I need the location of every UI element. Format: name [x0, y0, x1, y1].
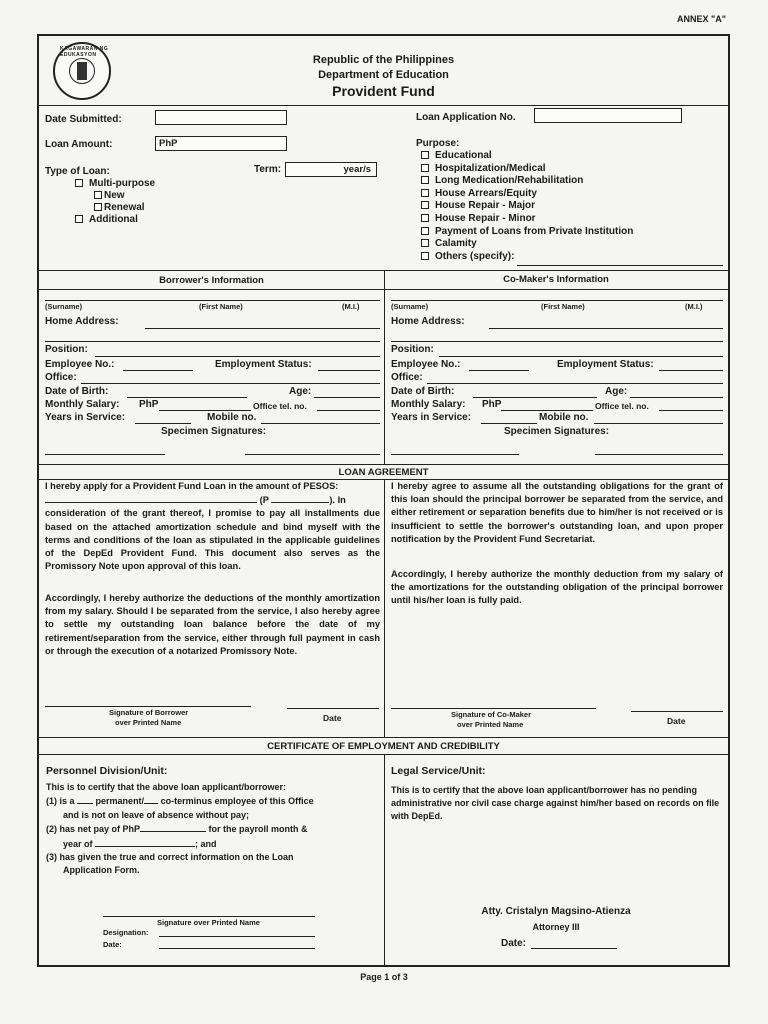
loan-type-multipurpose[interactable]: Multi-purpose — [75, 178, 155, 191]
name-line[interactable] — [45, 300, 380, 301]
checkbox-icon[interactable] — [94, 191, 102, 199]
page-footer: Page 1 of 3 — [360, 972, 408, 982]
header-title: Provident Fund — [332, 83, 435, 99]
header-department: Department of Education — [318, 69, 449, 81]
specimen-sig-1[interactable] — [45, 454, 165, 455]
certificate-title: CERTIFICATE OF EMPLOYMENT AND CREDIBILITY — [267, 741, 500, 752]
personnel-certification: This is to certify that the above loan applicant/borrower: (1) is a permanent/ co-terminus employee of this Office and is not on leave of absence without pay; (2) has net pay of PhP for the payroll month & year of ; and (3) has given the true and correct information on the Loan Application Form. — [46, 782, 314, 876]
date-submitted-field[interactable] — [155, 110, 287, 125]
agreement-right-p1: I hereby agree to assume all the outstanding obligations for the grant of this loan should the principal borrower be separated from the service, and either retirement or separation benefits due to him/her is not received or is insufficient to settle the borrower's outstanding loan, and upon proper notification by the Provident Fund Secretariat. — [391, 481, 723, 544]
comaker-date-line[interactable] — [631, 711, 723, 712]
checkbox-icon[interactable] — [75, 179, 83, 187]
checkbox-icon[interactable] — [421, 151, 429, 159]
purpose-hospitalization[interactable]: Hospitalization/Medical — [421, 163, 633, 176]
home-address-line[interactable] — [145, 328, 380, 329]
purpose-house-arrears[interactable]: House Arrears/Equity — [421, 188, 633, 201]
term-unit: year/s — [343, 164, 371, 175]
others-specify-line[interactable] — [517, 265, 723, 266]
borrower-signature-line[interactable] — [45, 706, 251, 707]
attorney-name: Atty. Cristalyn Magsino-Atienza — [481, 906, 631, 917]
checkbox-icon[interactable] — [421, 176, 429, 184]
purpose-list — [421, 150, 633, 263]
personnel-division-heading: Personnel Division/Unit: — [46, 765, 168, 777]
agreement-right-p2: Accordingly, I hereby authorize the monthly deduction from my salary of the amortizations for the outstanding obligation of the principal borrower until his/her loan is fully paid. — [391, 569, 723, 606]
checkbox-icon[interactable] — [421, 189, 429, 197]
checkbox-icon[interactable] — [421, 239, 429, 247]
personnel-date-line[interactable] — [159, 948, 315, 949]
legal-certification: This is to certify that the above loan applicant/borrower has no pending administrative nor civil case charge against him/her based on records on file with DepEd. — [391, 785, 720, 822]
personnel-signature-line[interactable] — [103, 916, 315, 917]
loan-agreement-title: LOAN AGREEMENT — [338, 467, 429, 478]
borrower-date-line[interactable] — [287, 708, 379, 709]
header-republic: Republic of the Philippines — [312, 54, 455, 66]
info-divider — [384, 270, 385, 465]
form-header — [39, 36, 728, 106]
date-submitted-label: Date Submitted: — [45, 114, 122, 125]
checkbox-icon[interactable] — [421, 252, 429, 260]
attorney-date-line[interactable] — [531, 948, 617, 949]
form-frame: KAGAWARAN NG EDUKASYON Republic of the Philippines Department of Education Provident Fund Date Submitted: Loan Application No. Loan Amount: PhP Type of Loan: Term: year/s Multi-purpose New Renewal Additional Purpose: Educational Hospitalization/Medical Long Medication/Rehabilitation House Arrears/Equity House Repair - Major House Repair - Minor Payment of Loans from Private Institution Calamity Others (specify): Borrower's Information Co-Maker's Information (Surname) (First Name) (M.I.) Home Address: Position: Employee No.: Employment Status: Office: Date of Birth: Age: Monthly Salary: PhP Office tel. no. Years in Service: Mobile no. Specimen Signatures: (Surname) (First Name) (M.I.) Home Address: Position: Employee No.: Employment Status: Office: Date of Birth: Age: Monthly Salary: PhP Office tel. no. Years in Service: Mobile no. Specimen Signatures: LOAN AGREEMENT I hereby apply for a Provident Fund Loan in the amount of PESOS: (P ). In consideration of the grant thereof, I promise to pay all installments due based on the attached amortization schedule and bind myself with the terms and conditions of the loan as stipulated in the applicable guidelines of the DepEd Provident Fund. This document also serves as the Promissory Note upon approval of this loan. Accordingly, I hereby authorize the deductions of the monthly amortization from my salary. Should I be separated from the service, I also hereby agree to settle my outstanding loan balance before the date of my retirement/separation from the service, either through full payment in cash or through the execution of a notarized Promissory Note. I hereby agree to assume all the outstanding obligations for the grant of this loan should the principal borrower be separated from the service, and either retirement or separation benefits due to him/her is not received or is insufficient to settle the borrower's outstanding loan, and upon proper notification by the Provident Fund Secretariat. Accordingly, I hereby authorize the monthly deduction from my salary of the amortizations for the outstanding obligation of the principal borrower until his/her loan is fully paid. Signature of Borrower over Printed Name Date Signature of Co-Maker over Printed Name Date CERTIFICATE OF EMPLOYMENT AND CREDIBILITY Personnel Division/Unit: This is to certify that the above loan applicant/borrower: (1) is a permanent/ co-terminus employee of this Office and is not on leave of absence without pay; (2) has net pay of PhP for the payroll month & year of ; and (3) has given the true and correct information on the Loan Application Form. Signature over Printed Name Designation: Date: Legal Service/Unit: This is to certify that the above loan applicant/borrower has no pending administrative nor civil case charge against him/her based on records on file with DepEd. Atty. Cristalyn Magsino-Atienza Attorney III Date: — [37, 34, 730, 967]
term-label: Term: — [254, 164, 282, 175]
loan-type-renewal[interactable]: Renewal — [94, 202, 145, 215]
checkbox-icon[interactable] — [421, 201, 429, 209]
loan-app-no-label: Loan Application No. — [416, 112, 516, 123]
checkbox-icon[interactable] — [421, 227, 429, 235]
purpose-payment-of-loans[interactable]: Payment of Loans from Private Institution — [421, 226, 633, 239]
loan-type-additional[interactable]: Additional — [75, 214, 138, 227]
borrower-info-title: Borrower's Information — [159, 275, 264, 286]
loan-amount-field[interactable] — [155, 136, 287, 151]
legal-service-heading: Legal Service/Unit: — [391, 765, 486, 777]
comaker-signature-line[interactable] — [391, 708, 596, 709]
agreement-left-p1: I hereby apply for a Provident Fund Loan in the amount of PESOS: (P ). In consideration of the grant thereof, I promise to pay all installments due based on the attached amortization schedule and bind myself with the terms and conditions of the loan as stipulated in the applicable guidelines of the DepEd Provident Fund. This document also serves as the Promissory Note upon approval of this loan. — [45, 481, 380, 572]
checkbox-icon[interactable] — [94, 203, 102, 211]
purpose-others[interactable]: Others (specify): — [421, 251, 633, 264]
attorney-date-label: Date: — [501, 938, 527, 949]
purpose-house-repair-minor[interactable]: House Repair - Minor — [421, 213, 633, 226]
specimen-sig-2[interactable] — [245, 454, 380, 455]
designation-line[interactable] — [159, 936, 315, 937]
purpose-label: Purpose: — [416, 138, 460, 149]
agreement-left-p2: Accordingly, I hereby authorize the deductions of the monthly amortization from my salary. Should I be separated from the service, I also hereby agree to settle my outstanding loan balance before the date of my retirement/separation from the service, either through full payment in cash or through the execution of a notarized Promissory Note. — [45, 593, 380, 656]
checkbox-icon[interactable] — [75, 215, 83, 223]
loan-amount-prefix: PhP — [159, 138, 178, 149]
type-of-loan-label: Type of Loan: — [45, 166, 110, 177]
purpose-calamity[interactable]: Calamity — [421, 238, 633, 251]
pesos-amount-line[interactable] — [45, 493, 257, 503]
loan-type-new[interactable]: New — [94, 190, 125, 203]
purpose-house-repair-major[interactable]: House Repair - Major — [421, 200, 633, 213]
loan-app-no-field[interactable] — [534, 108, 682, 123]
purpose-long-medication[interactable]: Long Medication/Rehabilitation — [421, 175, 633, 188]
seal-ring-text: KAGAWARAN NG EDUKASYON — [60, 46, 109, 58]
loan-amount-label: Loan Amount: — [45, 139, 113, 150]
term-field[interactable] — [285, 162, 377, 177]
peso-figure-line[interactable] — [271, 493, 329, 503]
comaker-info-title: Co-Maker's Information — [503, 274, 609, 285]
annex-label: ANNEX "A" — [676, 14, 726, 24]
checkbox-icon[interactable] — [421, 214, 429, 222]
purpose-educational[interactable]: Educational — [421, 150, 633, 163]
attorney-title: Attorney III — [532, 922, 580, 932]
checkbox-icon[interactable] — [421, 164, 429, 172]
